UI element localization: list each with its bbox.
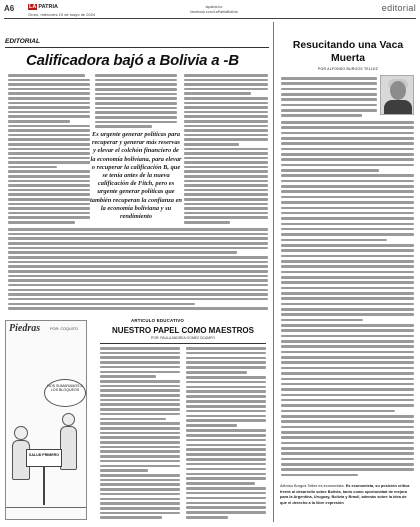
text-line <box>281 292 414 295</box>
text-line <box>281 420 414 423</box>
text-line <box>281 431 414 434</box>
text-line <box>184 120 268 123</box>
text-line <box>186 390 266 393</box>
text-line <box>281 436 414 439</box>
text-line <box>281 361 414 364</box>
text-line <box>100 436 180 439</box>
text-line <box>100 394 180 397</box>
column-title: Resucitando una Vaca Muerta <box>292 40 404 64</box>
text-line <box>8 138 90 141</box>
text-line <box>281 303 414 306</box>
text-line <box>281 442 414 445</box>
editorial-body-bottom <box>8 228 268 310</box>
text-line <box>281 265 414 268</box>
cartoon-sign-post <box>43 467 45 505</box>
text-line <box>186 400 266 403</box>
text-line <box>281 93 377 96</box>
text-line <box>8 221 75 224</box>
web-link[interactable]: lapatria.bo <box>205 5 223 9</box>
article-body-column-1 <box>100 347 180 519</box>
page-header <box>4 3 416 19</box>
text-line <box>186 482 255 485</box>
text-line <box>186 468 266 471</box>
text-line <box>281 142 414 145</box>
editorial-body-column-2 <box>95 74 177 128</box>
page-number: A6 <box>4 4 15 13</box>
text-line <box>100 474 180 477</box>
text-line <box>184 115 268 118</box>
text-line <box>281 217 414 220</box>
text-line <box>281 271 414 274</box>
text-line <box>8 203 90 206</box>
text-line <box>100 432 180 435</box>
text-line <box>100 450 180 453</box>
text-line <box>281 132 414 135</box>
text-line <box>281 426 414 429</box>
text-line <box>281 404 414 407</box>
text-line <box>281 313 414 316</box>
text-line <box>184 125 268 128</box>
text-line <box>8 111 90 114</box>
text-line <box>281 180 414 183</box>
text-line <box>281 201 414 204</box>
text-line <box>100 352 180 355</box>
text-line <box>100 399 180 402</box>
text-line <box>186 516 228 519</box>
text-line <box>281 356 414 359</box>
text-line <box>281 153 414 156</box>
text-line <box>186 448 266 451</box>
text-line <box>281 468 414 471</box>
text-line <box>281 249 414 252</box>
text-line <box>281 244 414 247</box>
text-line <box>184 216 268 219</box>
editorial-tag: EDITORIAL <box>5 38 40 45</box>
text-line <box>281 383 414 386</box>
text-line <box>281 158 414 161</box>
text-line <box>186 492 266 495</box>
text-line <box>184 148 268 151</box>
text-line <box>281 319 363 322</box>
text-line <box>281 378 414 381</box>
text-line <box>8 88 90 91</box>
text-line <box>8 129 90 132</box>
text-line <box>186 357 266 360</box>
text-line <box>8 92 90 95</box>
text-line <box>8 256 268 259</box>
text-line <box>8 189 90 192</box>
text-line <box>281 287 414 290</box>
text-line <box>186 415 266 418</box>
text-line <box>281 415 414 418</box>
text-line <box>186 424 237 427</box>
text-line <box>8 261 268 264</box>
text-line <box>8 289 268 292</box>
text-line <box>281 148 414 151</box>
text-line <box>8 198 90 201</box>
text-line <box>100 460 180 463</box>
author-bio: Alfonso Burgos Tellez es economista. Es economista, su posición critica frente al desarrollo sobre Bolivia, tanto como oportunidad de mejora para la Argentina, Uruguay, Bolivia y Brasil, además sobre la idea de que el derecho a la libre expresión <box>280 483 410 505</box>
text-line <box>186 453 266 456</box>
text-line <box>100 389 180 392</box>
publication-logo: LA PATRIA <box>29 4 58 10</box>
text-line <box>8 125 90 128</box>
text-line <box>95 74 177 77</box>
text-line <box>8 83 90 86</box>
text-line <box>281 196 414 199</box>
text-line <box>281 345 414 348</box>
editorial-title: Calificadora bajó a Bolivia a -B <box>26 52 239 69</box>
text-line <box>8 97 90 100</box>
text-line <box>186 376 266 379</box>
text-line <box>281 82 377 85</box>
text-line <box>281 77 377 80</box>
text-line <box>281 463 414 466</box>
text-line <box>184 152 268 155</box>
text-line <box>186 463 266 466</box>
text-line <box>100 413 180 416</box>
text-line <box>100 427 180 430</box>
text-line <box>100 418 166 421</box>
text-line <box>184 193 268 196</box>
text-line <box>8 157 90 160</box>
text-line <box>8 180 90 183</box>
text-line <box>100 422 180 425</box>
text-line <box>186 502 266 505</box>
text-line <box>281 335 414 338</box>
text-line <box>186 381 266 384</box>
text-line <box>186 419 266 422</box>
text-line <box>8 298 268 301</box>
text-line <box>184 166 268 169</box>
column-byline: POR ALFONSO BURGOS TELLEZ <box>318 67 378 71</box>
text-line <box>281 447 414 450</box>
text-line <box>95 88 177 91</box>
text-line <box>8 74 85 77</box>
text-line <box>8 307 268 310</box>
author-photo <box>380 75 414 115</box>
editorial-body-column-1 <box>8 74 90 224</box>
text-line <box>8 170 90 173</box>
text-line <box>281 174 414 177</box>
text-line <box>100 366 180 369</box>
text-line <box>100 479 180 482</box>
text-line <box>8 293 268 296</box>
text-line <box>8 193 90 196</box>
text-line <box>184 106 268 109</box>
text-line <box>281 394 414 397</box>
text-line <box>186 458 266 461</box>
text-line <box>281 212 414 215</box>
text-line <box>281 388 414 391</box>
text-line <box>186 366 266 369</box>
text-line <box>100 361 180 364</box>
text-line <box>184 88 268 91</box>
text-line <box>8 166 57 169</box>
text-line <box>100 441 180 444</box>
text-line <box>184 170 268 173</box>
text-line <box>100 516 162 519</box>
text-line <box>8 303 195 306</box>
text-line <box>281 164 414 167</box>
article-title: NUESTRO PAPEL COMO MAESTROS <box>112 326 254 335</box>
cartoon-ground <box>6 507 87 508</box>
text-line <box>8 115 90 118</box>
text-line <box>281 126 414 129</box>
text-line <box>95 93 177 96</box>
text-line <box>186 371 247 374</box>
text-line <box>8 143 90 146</box>
editorial-rule <box>5 47 269 48</box>
text-line <box>95 102 177 105</box>
text-line <box>8 152 90 155</box>
text-line <box>8 284 268 287</box>
text-line <box>281 324 414 327</box>
text-line <box>281 169 379 172</box>
text-line <box>100 380 180 383</box>
text-line <box>95 97 177 100</box>
text-line <box>184 129 268 132</box>
text-line <box>184 157 268 160</box>
text-line <box>184 175 268 178</box>
text-line <box>184 207 268 210</box>
text-line <box>100 356 180 359</box>
text-line <box>281 109 377 112</box>
text-line <box>184 212 268 215</box>
text-line <box>186 439 266 442</box>
text-line <box>281 233 414 236</box>
text-line <box>100 493 180 496</box>
text-line <box>8 102 90 105</box>
cartoon-sign: SALUD PRIMERO <box>26 449 62 467</box>
text-line <box>184 180 268 183</box>
text-line <box>8 148 90 151</box>
text-line <box>8 175 90 178</box>
text-line <box>186 410 266 413</box>
text-line <box>281 255 414 258</box>
text-line <box>281 308 414 311</box>
text-line <box>95 111 177 114</box>
cartoon-figure-head-icon <box>62 413 75 426</box>
text-line <box>184 189 268 192</box>
text-line <box>8 242 268 245</box>
publication-date: Oruro, miércoles 15 de mayo de 2024 <box>28 12 96 17</box>
text-line <box>100 347 180 350</box>
text-line <box>8 251 237 254</box>
text-line <box>281 297 414 300</box>
text-line <box>281 114 362 117</box>
text-line <box>8 275 268 278</box>
text-line <box>100 371 180 374</box>
text-line <box>281 207 414 210</box>
text-line <box>281 88 377 91</box>
article-byline: POR: PAULA ANDREA GOMEZ OCAMPO <box>151 336 215 340</box>
text-line <box>95 79 177 82</box>
text-line <box>186 352 266 355</box>
text-line <box>281 329 414 332</box>
text-line <box>186 506 266 509</box>
text-line <box>95 107 177 110</box>
text-line <box>281 399 414 402</box>
text-line <box>281 452 414 455</box>
article-tag: ARTICULO EDUCATIVO <box>131 318 185 323</box>
text-line <box>281 276 414 279</box>
text-line <box>8 120 70 123</box>
text-line <box>8 237 268 240</box>
text-line <box>281 185 414 188</box>
text-line <box>186 429 266 432</box>
text-line <box>184 92 251 95</box>
text-line <box>184 102 268 105</box>
cartoon-speech-bubble: NOS SUMARAMOS A LOS BLOQUEOS <box>44 379 86 407</box>
text-line <box>95 83 177 86</box>
editorial-cartoon <box>5 320 87 520</box>
text-line <box>8 279 268 282</box>
text-line <box>100 385 180 388</box>
text-line <box>8 161 90 164</box>
text-line <box>100 375 156 378</box>
text-line <box>186 405 266 408</box>
text-line <box>281 104 377 107</box>
section-name: editorial <box>381 3 416 13</box>
text-line <box>8 216 90 219</box>
text-line <box>281 223 414 226</box>
text-line <box>281 474 358 477</box>
cartoon-author: POR: COQUITO <box>50 327 78 331</box>
text-line <box>281 137 414 140</box>
text-line <box>95 121 177 124</box>
text-line <box>186 473 266 476</box>
text-line <box>184 143 239 146</box>
social-link[interactable]: facebook.com/LaPatriaBolivia <box>190 10 238 14</box>
text-line <box>184 74 268 77</box>
column-body <box>281 121 414 477</box>
cartoon-figure-body-icon <box>60 426 77 470</box>
text-line <box>100 483 180 486</box>
text-line <box>8 228 268 231</box>
text-line <box>281 98 377 101</box>
article-rule <box>100 343 266 344</box>
editorial-pull-quote: Es urgente generar políticas para recuperar y generar más reservas y elevar el colchón financiero de la economía boliviana, para elevar o recuperar la calificación B, que se tenía antes de la nueva calificación de Fitch, pero es urgente generar políticas que también recuperan la confianza en la economía boliviana y su rendimiento <box>90 131 182 221</box>
text-line <box>281 260 414 263</box>
text-line <box>100 507 180 510</box>
text-line <box>100 512 180 515</box>
text-line <box>281 340 414 343</box>
text-line <box>100 403 180 406</box>
text-line <box>281 351 414 354</box>
text-line <box>186 434 266 437</box>
text-line <box>100 446 180 449</box>
text-line <box>186 361 266 364</box>
text-line <box>8 247 268 250</box>
text-line <box>184 134 268 137</box>
text-line <box>8 207 90 210</box>
text-line <box>281 190 414 193</box>
text-line <box>8 106 90 109</box>
text-line <box>184 79 268 82</box>
text-line <box>184 138 268 141</box>
text-line <box>184 198 268 201</box>
text-line <box>8 233 268 236</box>
text-line <box>281 367 414 370</box>
text-line <box>100 488 180 491</box>
text-line <box>95 116 177 119</box>
text-line <box>95 125 152 128</box>
editorial-body-column-3 <box>184 74 268 224</box>
text-line <box>100 498 180 501</box>
text-line <box>8 270 268 273</box>
text-line <box>186 347 266 350</box>
text-line <box>186 386 266 389</box>
text-line <box>8 184 90 187</box>
text-line <box>184 111 268 114</box>
text-line <box>281 121 414 124</box>
text-line <box>281 228 414 231</box>
text-line <box>8 212 90 215</box>
cartoon-figure-head-icon <box>14 426 28 440</box>
text-line <box>100 455 180 458</box>
web-links <box>179 5 249 15</box>
text-line <box>184 97 268 100</box>
text-line <box>281 458 414 461</box>
text-line <box>100 408 180 411</box>
text-line <box>281 239 387 242</box>
text-line <box>186 395 266 398</box>
text-line <box>186 497 266 500</box>
text-line <box>184 221 230 224</box>
text-line <box>100 465 180 468</box>
column-divider <box>273 22 274 522</box>
text-line <box>186 511 266 514</box>
text-line <box>186 487 266 490</box>
text-line <box>281 372 414 375</box>
cartoon-logo: Piedras <box>9 323 41 334</box>
text-line <box>186 444 266 447</box>
text-line <box>281 410 395 413</box>
text-line <box>100 502 180 505</box>
text-line <box>184 203 268 206</box>
article-body-column-2 <box>186 347 266 519</box>
text-line <box>184 161 268 164</box>
text-line <box>281 281 414 284</box>
column-body-top <box>281 77 377 117</box>
text-line <box>8 79 90 82</box>
text-line <box>8 134 90 137</box>
text-line <box>100 469 148 472</box>
text-line <box>184 83 268 86</box>
text-line <box>184 184 268 187</box>
text-line <box>186 477 266 480</box>
text-line <box>8 265 268 268</box>
